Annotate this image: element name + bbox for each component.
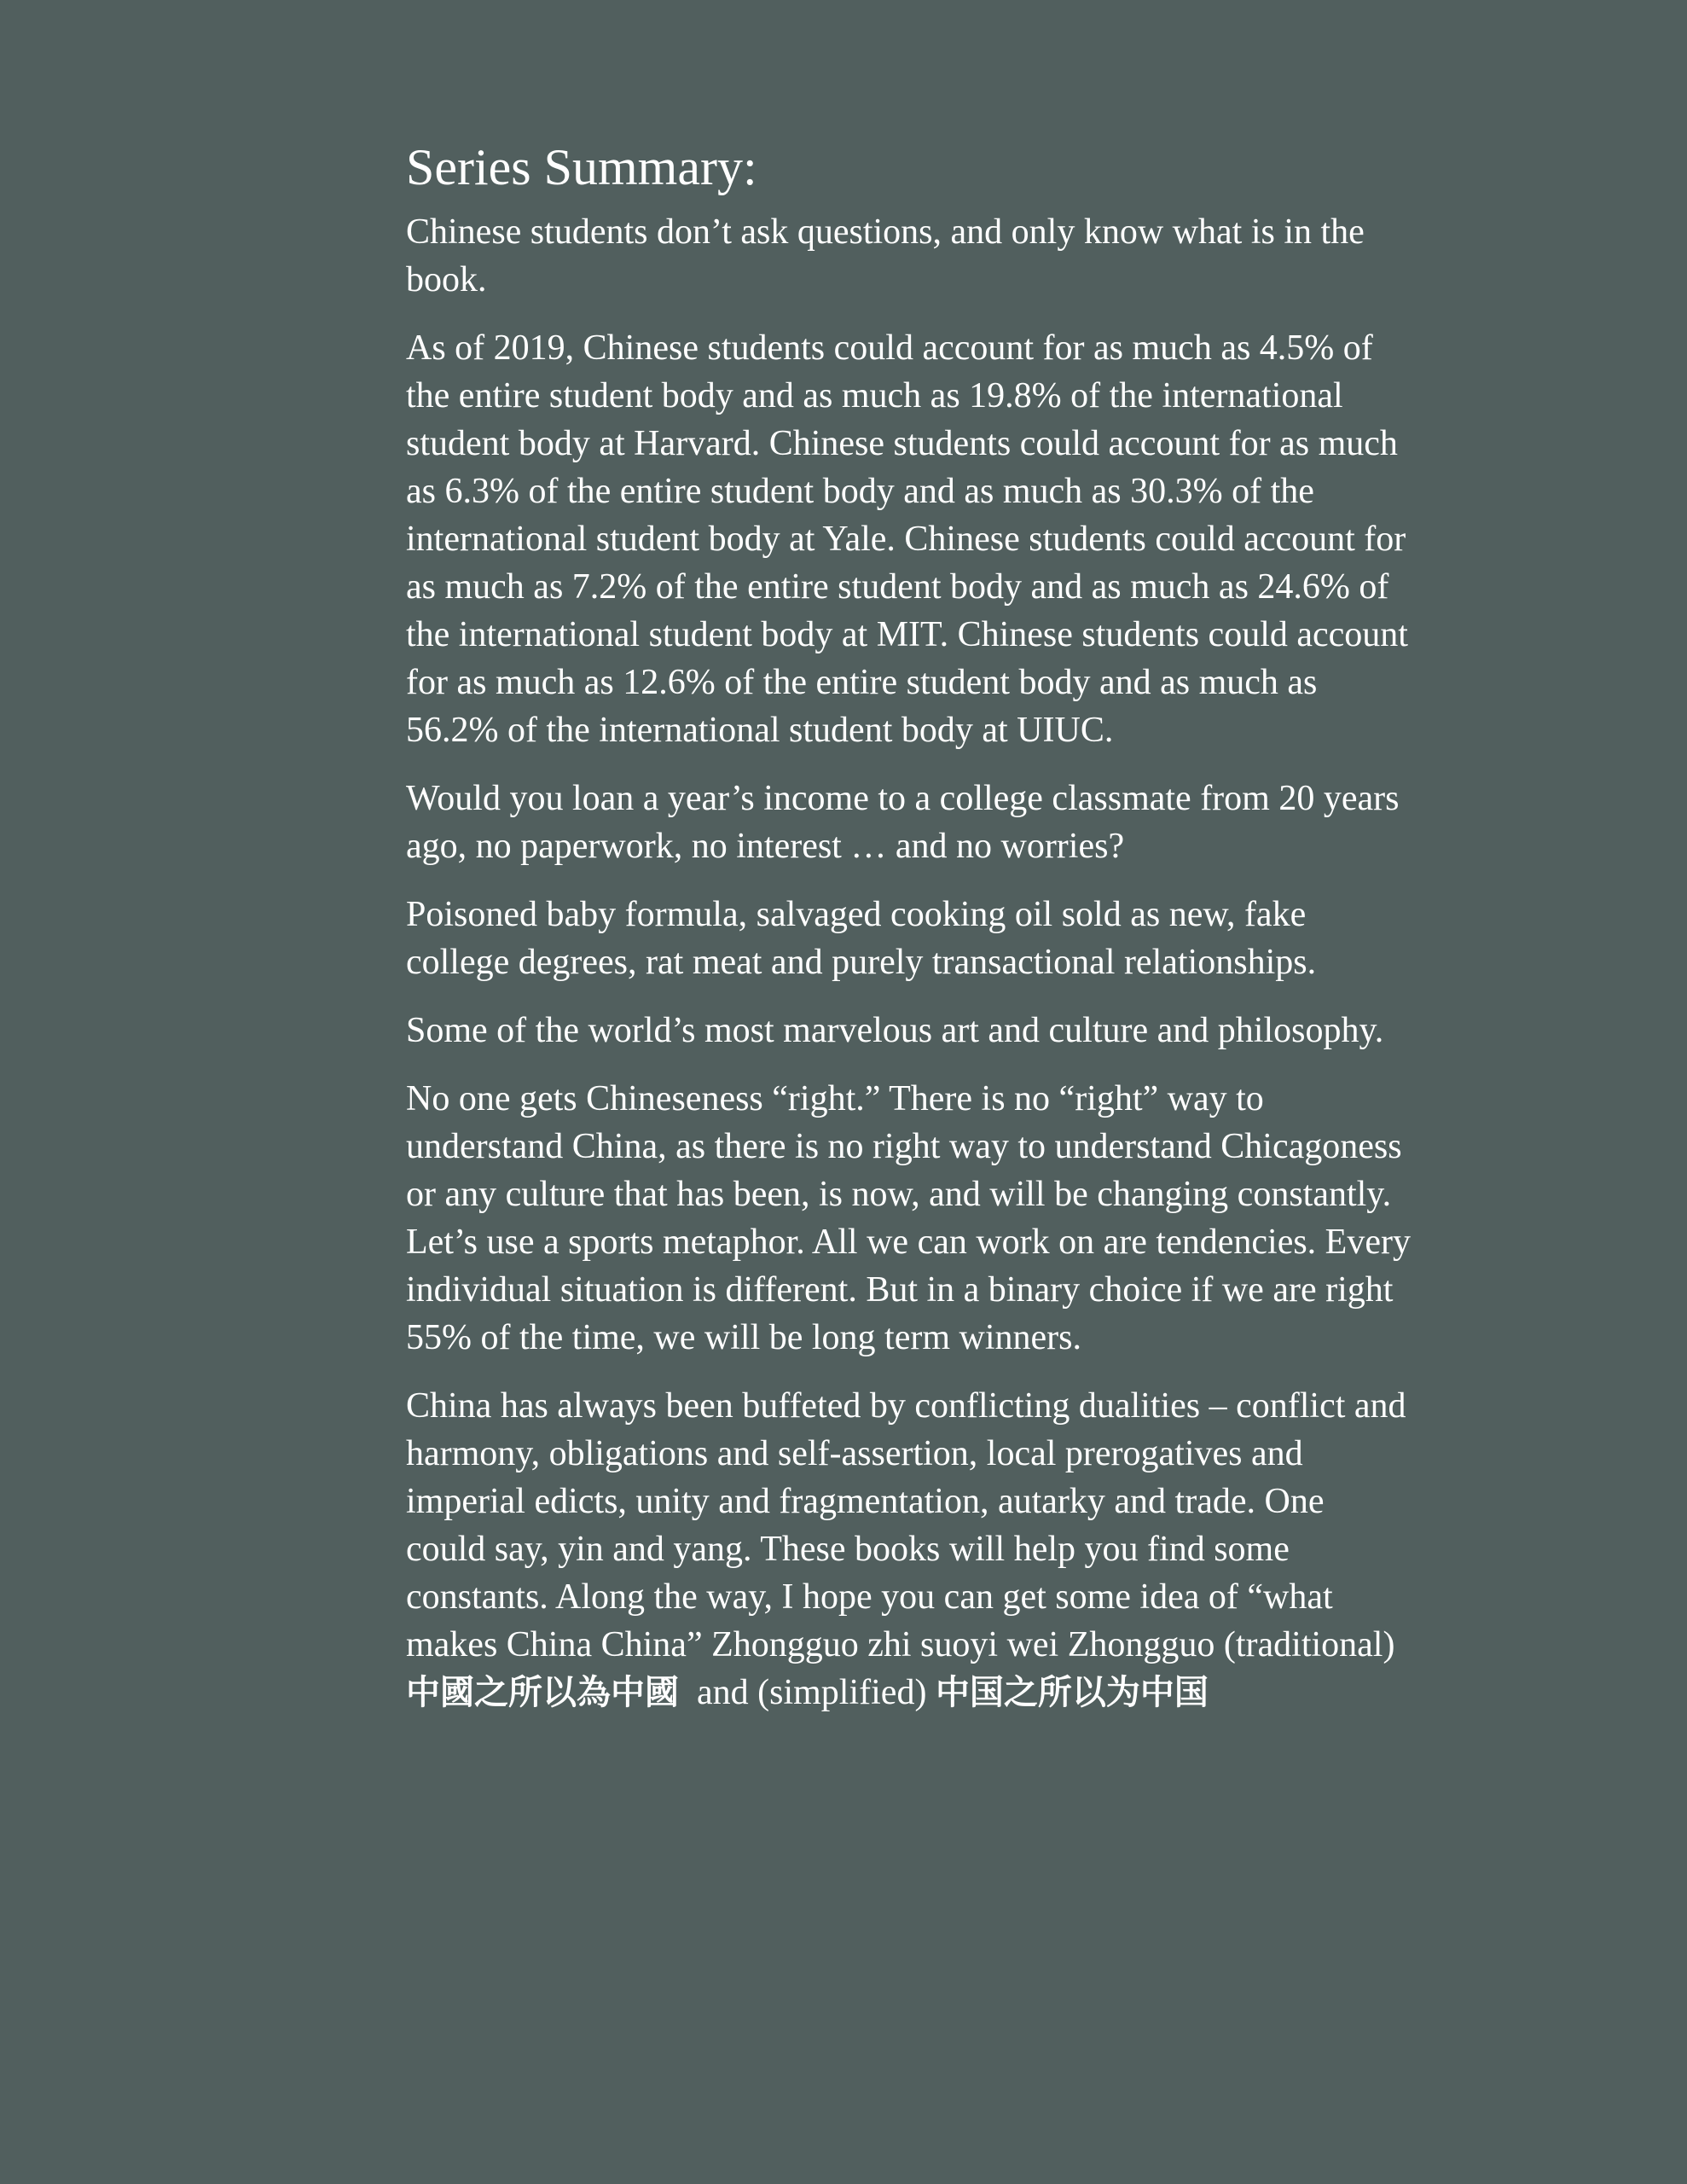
page-content <box>406 128 1412 1737</box>
traditional-chinese-phrase: 中國之所以為中國 <box>406 1673 679 1712</box>
paragraph-art-culture: Some of the world’s most marvelous art and culture and philosophy. <box>406 1011 1384 1050</box>
page-title: Series Summary: <box>406 139 757 195</box>
paragraph-chineseness: No one gets Chineseness “right.” There is no “right” way to understand China, as there is no right way to understand Chicagoness or any culture that has been, is now, and will be changing constantly. Let’s use a sports metaphor. All we can work on are tendencies. Every individual situation is different. But in a binary choice if we are right 55% of the time, we will be long term winners. <box>406 1079 1411 1357</box>
paragraph-enrollment-stats: As of 2019, Chinese students could account for as much as 4.5% of the entire student body and as much as 19.8% of the international student body at Harvard. Chinese students could account for as much as 6.3% of the entire student body and as much as 30.3% of the international student body at Yale. Chinese students could account for as much as 7.2% of the entire student body and as much as 24.6% of the international student body at MIT. Chinese students could account for as much as 12.6% of the entire student body and as much as 56.2% of the international student body at UIUC. <box>406 328 1408 750</box>
paragraph-loan-question: Would you loan a year’s income to a college classmate from 20 years ago, no paperwork, no interest … and no worries? <box>406 779 1400 866</box>
paragraph-dualities <box>406 1382 1412 1716</box>
paragraph-scandals: Poisoned baby formula, salvaged cooking oil sold as new, fake college degrees, rat meat and purely transactional relationships. <box>406 895 1317 982</box>
simplified-label-text: and (simplified) <box>697 1673 927 1712</box>
paragraph-students-questions: Chinese students don’t ask questions, and only know what is in the book. <box>406 212 1365 299</box>
simplified-chinese-phrase: 中国之所以为中国 <box>935 1673 1209 1712</box>
dualities-text: China has always been buffeted by conflicting dualities – conflict and harmony, obligations and self-assertion, local prerogatives and imperial edicts, unity and fragmentation, autarky and trade. One could say, yin and yang. These books will help you find some constants. Along the way, I hope you can get some idea of “what makes China China” Zhongguo zhi suoyi wei Zhongguo (traditional) <box>406 1386 1406 1664</box>
